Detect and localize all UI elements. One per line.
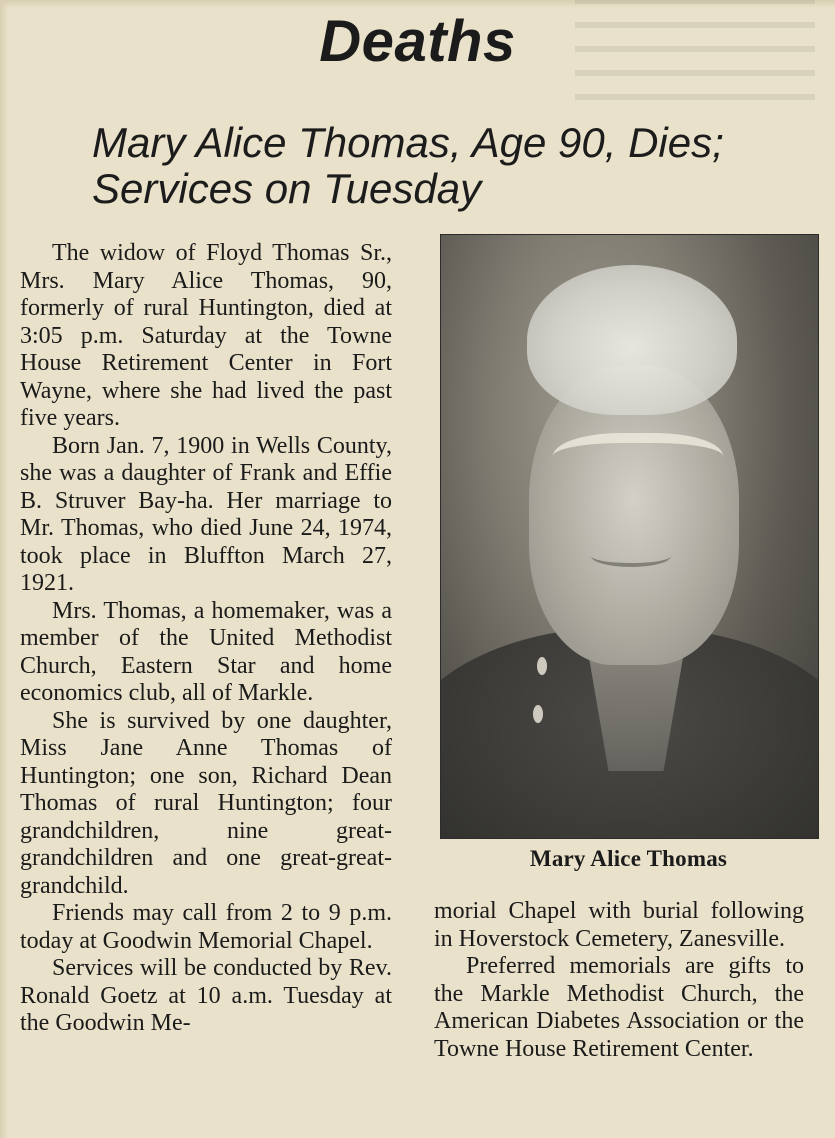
paragraph-1: The widow of Floyd Thomas Sr., Mrs. Mary Alice Thomas, 90, formerly of rural Huntington, died at 3:05 p.m. Saturday at the Towne House Retirement Center in Fort Wayne, where she had lived the past five years. <box>20 240 392 431</box>
paragraph-3: Mrs. Thomas, a homemaker, was a member of the United Methodist Church, Eastern Star and home economics club, all of Markle. <box>20 597 392 706</box>
obituary-headline: Mary Alice Thomas, Age 90, Dies; Services on Tuesday <box>92 119 724 212</box>
photo-caption: Mary Alice Thomas <box>529 846 728 871</box>
portrait-photo <box>440 234 819 839</box>
paragraph-4: She is survived by one daughter, Miss Jane Anne Thomas of Huntington; one son, Richard Dean Thomas of rural Huntington; four grandchildren, nine great-grandchildren and one great-great-grandchild. <box>20 707 392 899</box>
portrait-button <box>537 657 547 675</box>
section-title: Deaths <box>319 9 516 74</box>
paragraph-8: Preferred memorials are gifts to the Markle Methodist Church, the American Diabetes Association or the Towne House Retirement Center. <box>434 953 804 1062</box>
paragraph-2: Born Jan. 7, 1900 in Wells County, she was a daughter of Frank and Effie B. Struver Bay-ha. Her marriage to Mr. Thomas, who died June 24, 1974, took place in Bluffton March 27, 1921. <box>20 432 392 596</box>
paragraph-7: morial Chapel with burial following in Hoverstock Cemetery, Zanesville. <box>434 898 804 952</box>
portrait-mouth <box>591 545 671 567</box>
left-column <box>20 240 392 1130</box>
portrait-button <box>533 705 543 723</box>
right-column <box>434 898 804 1063</box>
portrait-glasses <box>553 433 723 491</box>
portrait-hair <box>527 265 737 415</box>
paragraph-5: Friends may call from 2 to 9 p.m. today at Goodwin Memorial Chapel. <box>20 900 392 954</box>
paper-edge-left <box>0 0 8 1138</box>
paragraph-6: Services will be conducted by Rev. Ronald Goetz at 10 a.m. Tuesday at the Goodwin Me- <box>20 955 392 1036</box>
